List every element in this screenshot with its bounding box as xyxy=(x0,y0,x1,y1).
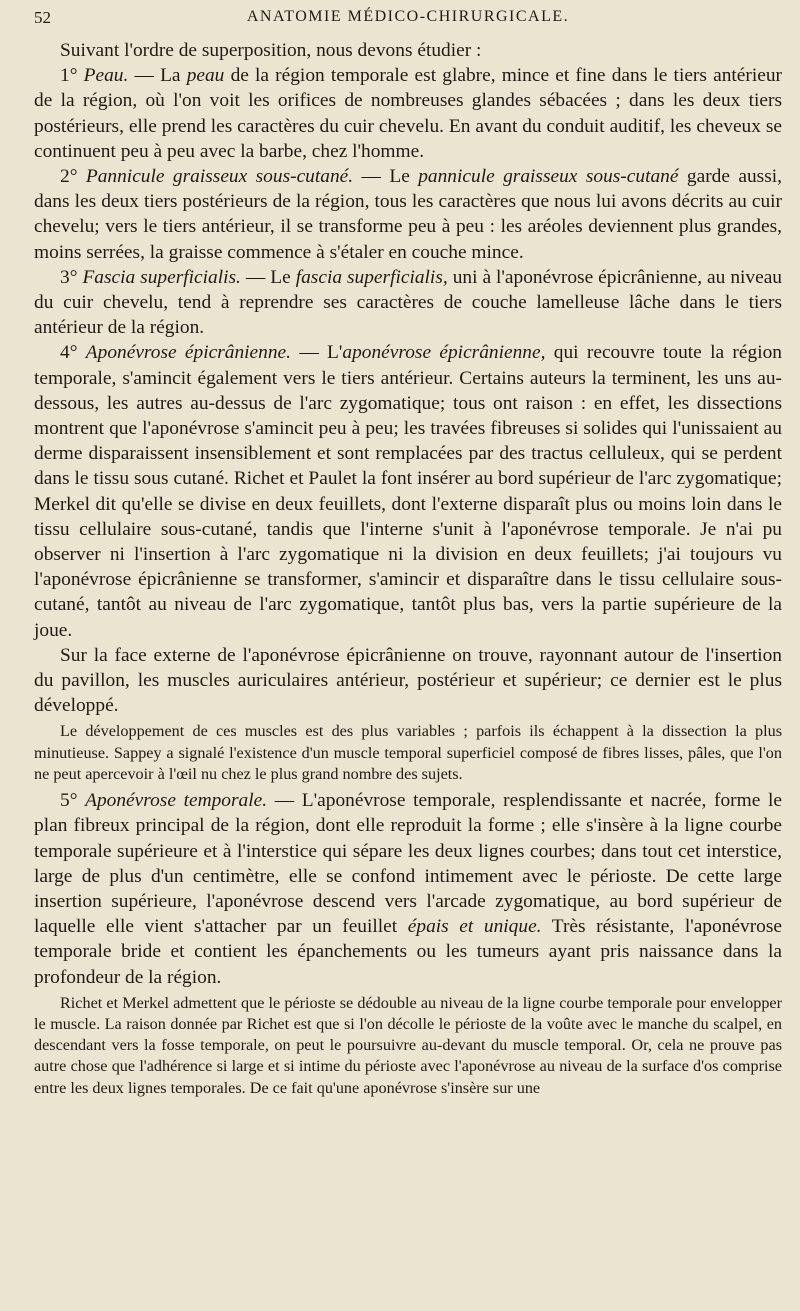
section-4-dash: — xyxy=(299,342,319,364)
intro-paragraph: Suivant l'ordre de superposition, nous devons étudier : xyxy=(60,40,482,61)
section-3-lead: Le xyxy=(270,266,291,288)
section-1-dash: — xyxy=(134,65,154,87)
section-4-text: qui recouvre toute la région temporale, s'amincit également vers le tiers antérieur. Certains auteurs la terminent, les uns au-dessous, les autres au-dessus de l'arc zygomatique; tous ont raison : en effet, les dissections montrent que l'aponévrose s'amincit peu à peu; les travées fibreuses si solides qui l'unissaient au derme disparaissent insensiblement et sont remplacées par des tractus celluleux, qui se perdent dans le tissu sous cutané. Richet et Paulet la font insérer au bord supérieur de l'arc zygomatique; Merkel dit qu'elle se divise en deux feuillets, dont l'externe disparaît plus ou moins loin dans le tissu cellulaire sous-cutané, tandis que l'interne s'unit à l'aponévrose temporale. Je n'ai pu observer ni l'insertion à l'arc zygomatique ni la division en deux feuillets; j'ai toujours vu l'aponévrose épicrânienne se transformer, s'amincir et disparaître dans le tissu cellulaire sous-cutané, tantôt au niveau de l'arc zygomatique, tantôt plus bas, vers la partie supérieure de la joue. xyxy=(34,342,782,641)
section-1-term: peau xyxy=(186,65,225,87)
section-2-paragraph xyxy=(34,164,782,265)
section-2-term: pannicule graisseux sous-cutané xyxy=(418,166,679,188)
section-5-text-b: Très résistante, l'aponévrose temporale bride et contient les épanchements ou les tumeurs ayant pris naissance dans la profondeur de la région. xyxy=(34,916,782,988)
section-1-title: Peau. xyxy=(83,65,129,87)
section-3-paragraph xyxy=(34,265,782,341)
section-2-number: 2° xyxy=(60,166,78,188)
section-4-title: Aponévrose épicrânienne. xyxy=(85,342,291,364)
section-3-text: uni à l'aponévrose épicrânienne, au niveau du cuir chevelu, tend à reprendre ses caractères de couche lamelleuse lâche dans le tiers antérieur de la région. xyxy=(34,266,782,339)
section-5-title: Aponévrose temporale. xyxy=(85,790,268,812)
section-1-paragraph xyxy=(34,63,782,164)
section-5-term: épais et unique. xyxy=(407,916,542,938)
section-2-lead: Le xyxy=(389,166,410,188)
running-title: ANATOMIE MÉDICO-CHIRURGICALE. xyxy=(246,8,570,25)
page xyxy=(34,8,782,1102)
section-2-dash: — xyxy=(361,166,381,188)
section-2-text: garde aussi, dans les deux tiers postérieurs de la région, tous les caractères que nous lui avons décrits au cuir chevelu; vers le tiers antérieur, il se transforme peu à peu : les aréoles deviennent plus grandes, moins serrées, la graisse commence à s'étaler en couche mince. xyxy=(34,166,782,263)
section-5-number: 5° xyxy=(60,790,78,812)
section-5-paragraph xyxy=(34,788,782,990)
section-4-term: aponévrose épicrânienne, xyxy=(342,342,546,364)
section-2-title: Pannicule graisseux sous-cutané. xyxy=(85,166,354,188)
section-4-lead: L' xyxy=(327,342,343,364)
section-3-title: Fascia superficialis. xyxy=(82,266,241,288)
section-4-paragraph xyxy=(34,340,782,642)
section-1-text: de la région temporale est glabre, mince et fine dans le tiers antérieur de la région, où l'on voit les orifices de nombreuses glandes sébacées ; dans les deux tiers postérieurs, elle prend les caractères du cuir chevelu. En avant du conduit auditif, les cheveux se continuent peu à peu avec la barbe, chez l'homme. xyxy=(34,65,782,162)
section-1-number: 1° xyxy=(60,65,78,87)
note-muscles: Le développement de ces muscles est des plus variables ; parfois ils échappent à la dissection la plus minutieuse. Sappey a signalé l'existence d'un muscle temporal superficiel composé de fibres lisses, pâles, que l'on ne peut apercevoir à l'œil nu chez le plus grand nombre des sujets. xyxy=(34,722,782,783)
section-1-lead: La xyxy=(160,65,181,87)
section-3-term: fascia superficialis, xyxy=(295,266,448,288)
section-4-number: 4° xyxy=(60,342,78,364)
muscles-paragraph: Sur la face externe de l'aponévrose épicrânienne on trouve, rayonnant autour de l'insertion du pavillon, les muscles auriculaires antérieur, postérieur et supérieur; ce dernier est le plus développé. xyxy=(34,644,782,717)
note-periosteum: Richet et Merkel admettent que le périoste se dédouble au niveau de la ligne courbe temporale pour envelopper le muscle. La raison donnée par Richet est que si l'on décolle le périoste de la voûte avec le manche du scalpel, en descendant vers la fosse temporale, on peut le poursuivre au-devant du muscle temporal. Or, cela ne prouve pas autre chose que l'adhérence si large et si intime du périoste avec l'aponévrose au niveau de la surface d'os comprise entre les deux lignes temporales. De ce fait qu'une aponévrose s'insère sur une xyxy=(34,993,782,1097)
page-header xyxy=(34,8,782,34)
page-number: 52 xyxy=(34,8,51,27)
section-5-text-a: — L'aponévrose temporale, resplendissante et nacrée, forme le plan fibreux principal de la région, dont elle reproduit la forme ; elle s'insère à la ligne courbe temporale supérieure et à l'interstice qui sépare les deux lignes courbes; dans tout cet interstice, large de plus d'un centimètre, elle se confond intimement avec le périoste. De cette large insertion supérieure, l'aponévrose descend vers l'arcade zygomatique, au bord supérieur de laquelle elle vient s'attacher par un feuillet xyxy=(34,790,782,938)
section-3-number: 3° xyxy=(60,266,78,288)
section-3-dash: — xyxy=(245,266,266,288)
